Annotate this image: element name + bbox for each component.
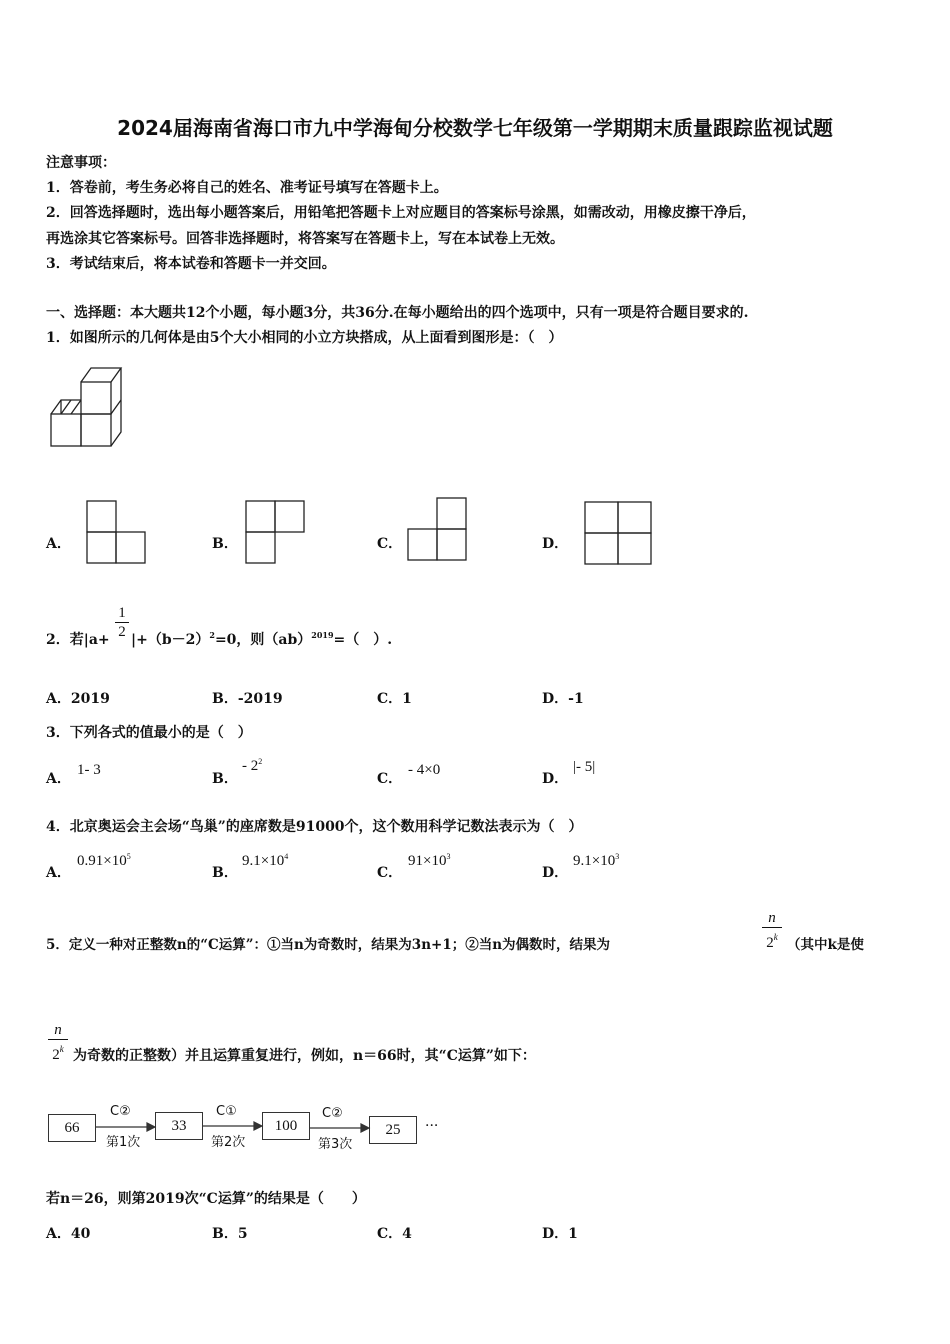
notes-heading: 注意事项：	[46, 155, 116, 171]
q4-option-b-base: 9.1×10	[242, 853, 285, 869]
q3-option-b-sup: 2	[258, 757, 263, 766]
q5-fraction-1-k: k	[773, 932, 778, 942]
q4-option-d-base: 9.1×10	[573, 853, 616, 869]
q5-question: 若n＝26，则第2019次“C运算”的结果是（ ）	[46, 1191, 366, 1207]
q2-sup-1: 2	[209, 630, 215, 640]
flow-box-1: 66	[48, 1114, 96, 1142]
flow-box-3: 100	[262, 1112, 310, 1140]
q4-option-c-exp: 3	[446, 852, 451, 861]
q4-option-c-label: C．	[377, 865, 403, 881]
q2-option-b: B．-2019	[212, 691, 283, 707]
page-title: 2024届海南省海口市九中学海甸分校数学七年级第一学期期末质量跟踪监视试题	[117, 116, 833, 140]
flow-arrowhead-2	[254, 1122, 262, 1130]
question-1-stem: 1．如图所示的几何体是由5个大小相同的小立方块搭成，从上面看到图形是：（ ）	[46, 330, 563, 346]
q4-option-a-label: A．	[46, 865, 71, 881]
q2-option-d: D．-1	[542, 691, 584, 707]
q2-option-c: C．1	[377, 691, 412, 707]
q5-fraction-1-num: n	[768, 910, 776, 926]
q2-stem-c: =0，则（ab）	[214, 632, 312, 648]
notes-item-3: 3．考试结束后，将本试卷和答题卡一并交回。	[46, 256, 336, 272]
q1-option-b-label: B．	[212, 536, 238, 552]
q1-option-c-label: C．	[377, 536, 403, 552]
q5-fraction-2-k: k	[59, 1044, 64, 1054]
q3-option-b-label: B．	[212, 771, 238, 787]
q5-fraction-2-den: 2	[52, 1047, 60, 1063]
q3-option-a-expr: 1- 3	[77, 762, 101, 778]
flow-op-2: C①	[216, 1104, 237, 1119]
q4-option-a-base: 0.91×10	[77, 853, 127, 869]
q4-option-a-exp: 5	[126, 852, 131, 861]
q5-stem-b: （其中k是使	[787, 937, 864, 953]
q3-option-c-expr: - 4×0	[408, 762, 441, 778]
question-4-stem: 4．北京奥运会主会场“鸟巢”的座席数是91000个，这个数用科学记数法表示为（ ）	[46, 819, 583, 835]
q5-fraction-1-den: 2	[766, 935, 774, 951]
flow-box-4: 25	[369, 1116, 417, 1144]
notes-item-1: 1．答卷前，考生务必将自己的姓名、准考证号填写在答题卡上。	[46, 180, 448, 196]
q1-option-a-label: A．	[46, 536, 71, 552]
section-heading: 一、选择题：本大题共12个小题，每小题3分，共36分.在每小题给出的四个选项中，只有一项是符合题目要求的.	[46, 305, 749, 321]
q4-option-b-exp: 4	[284, 852, 289, 861]
q4-option-d-label: D．	[542, 865, 569, 881]
q5-option-b: B．5	[212, 1226, 248, 1242]
q2-sup-2: 2019	[311, 630, 334, 640]
q3-option-d-expr: |- 5|	[573, 759, 596, 775]
q5-option-d: D．1	[542, 1226, 578, 1242]
q2-stem-a: 2．若|a+	[46, 632, 110, 648]
q1-option-d-label: D．	[542, 536, 569, 552]
q5-stem-a: 5．定义一种对正整数n的“C运算”：①当n为奇数时，结果为3n+1；②当n为偶数时，结果为	[46, 937, 611, 953]
q3-option-c-label: C．	[377, 771, 403, 787]
q4-option-c-base: 91×10	[408, 853, 447, 869]
q5-fraction-2-num: n	[54, 1022, 62, 1038]
flow-step-1: 第1次	[106, 1135, 141, 1150]
notes-item-2: 2．回答选择题时，选出每小题答案后，用铅笔把答题卡上对应题目的答案标号涂黑，如需改动，用橡皮擦干净后，	[46, 205, 756, 221]
q3-option-d-label: D．	[542, 771, 569, 787]
q5-option-a: A．40	[46, 1226, 91, 1242]
q2-option-a: A．2019	[46, 691, 110, 707]
q2-stem-d: =（ ）.	[333, 632, 393, 648]
flow-arrowhead-1	[147, 1123, 155, 1131]
flow-op-3: C②	[322, 1106, 343, 1121]
q5-stem-c: 为奇数的正整数）并且运算重复进行，例如，n＝66时，其“C运算”如下：	[73, 1048, 536, 1064]
flow-step-2: 第2次	[211, 1135, 246, 1150]
flow-op-1: C②	[110, 1104, 131, 1119]
q3-option-a-label: A．	[46, 771, 71, 787]
flow-box-2: 33	[155, 1112, 203, 1140]
q2-fraction-num: 1	[118, 605, 126, 621]
q3-option-b-base: - 2	[242, 758, 259, 774]
q4-option-d-exp: 3	[615, 852, 620, 861]
flow-ellipsis: ···	[425, 1118, 439, 1134]
q2-stem-b: |+（b－2）	[131, 632, 210, 648]
q2-fraction-den: 2	[118, 624, 126, 640]
question-3-stem: 3．下列各式的值最小的是（ ）	[46, 725, 252, 741]
flow-arrowhead-3	[361, 1124, 369, 1132]
notes-item-2-cont: 再选涂其它答案标号。回答非选择题时，将答案写在答题卡上，写在本试卷上无效。	[46, 231, 564, 247]
q4-option-b-label: B．	[212, 865, 238, 881]
q5-option-c: C．4	[377, 1226, 412, 1242]
flow-step-3: 第3次	[318, 1137, 353, 1152]
